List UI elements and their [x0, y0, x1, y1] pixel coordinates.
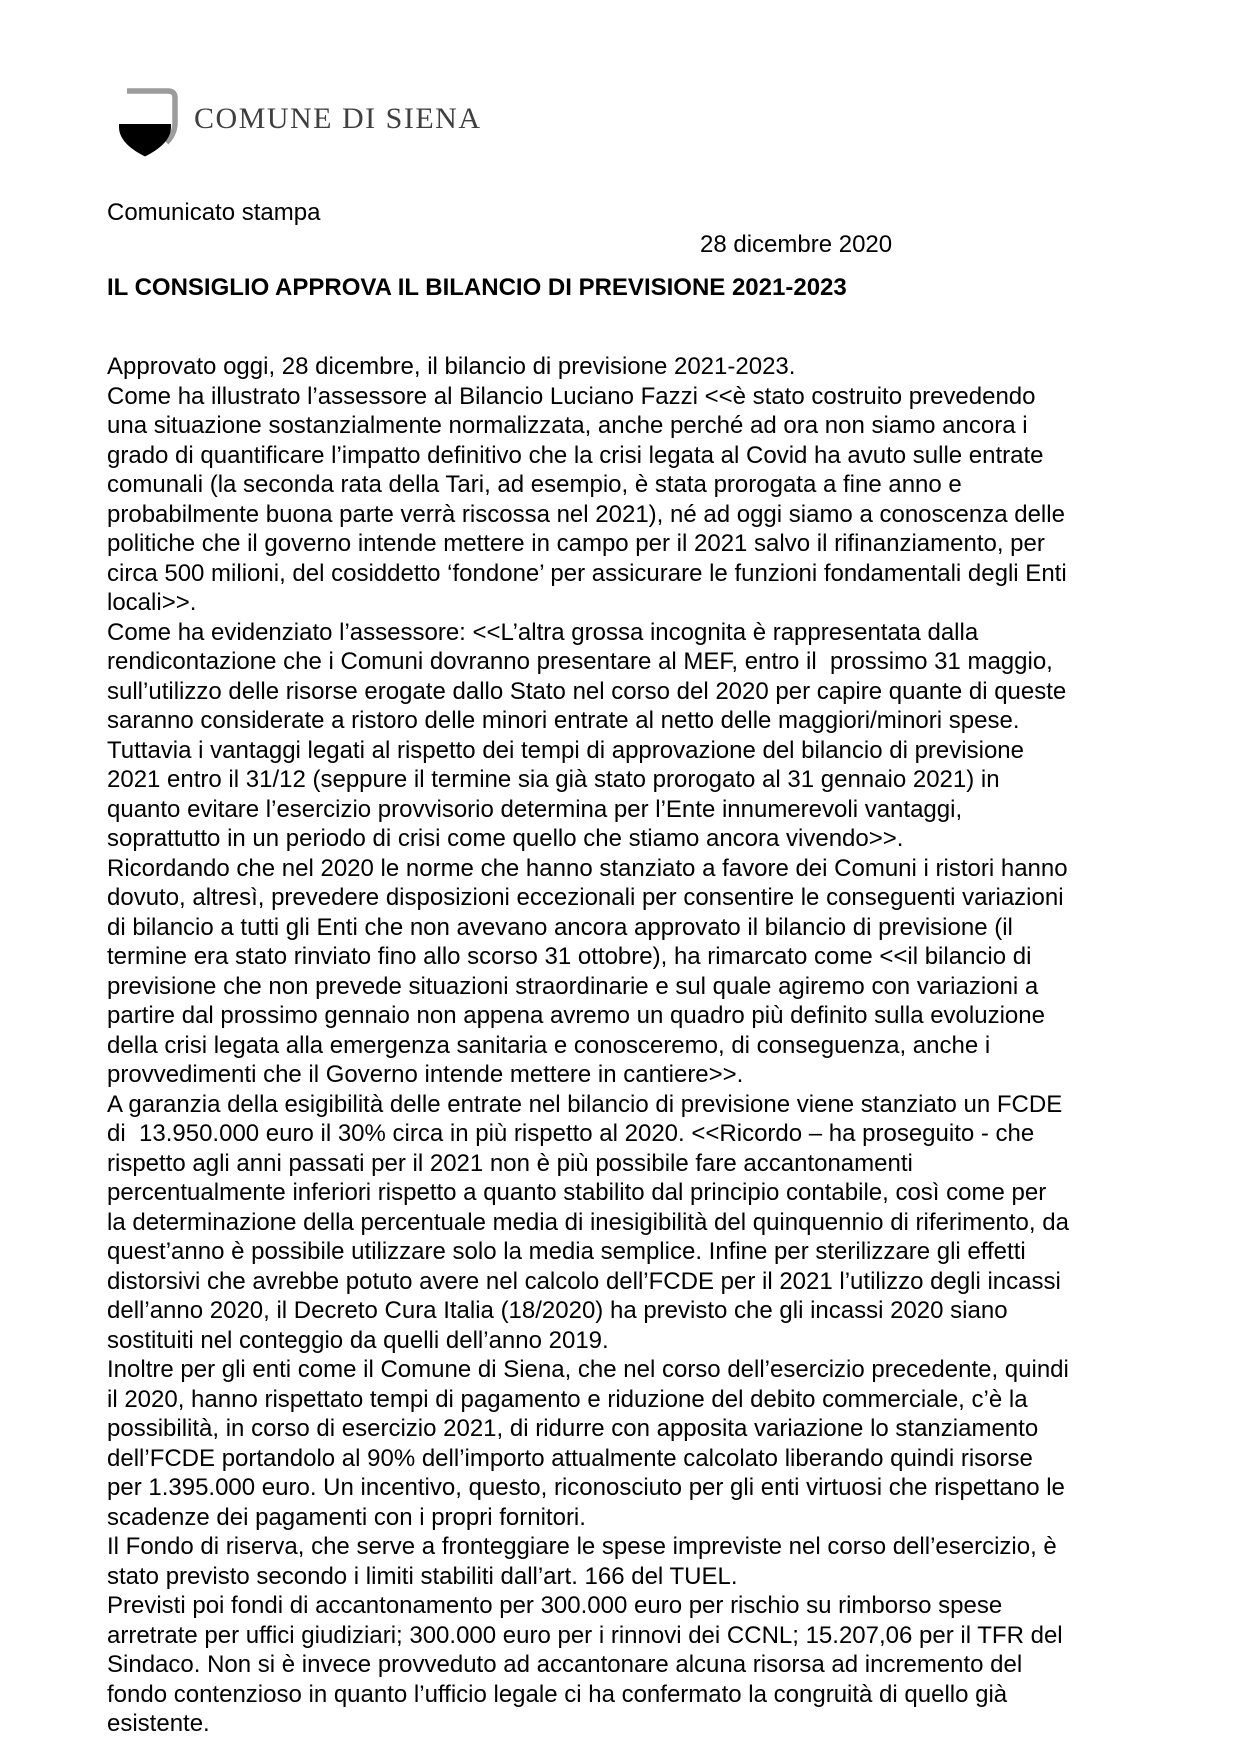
body-line: Tuttavia i vantaggi legati al rispetto dei tempi di approvazione del bilancio di previsione — [107, 736, 1024, 764]
body-line: rispetto agli anni passati per il 2021 non è più possibile fare accantonamenti — [107, 1149, 913, 1177]
body-line: grado di quantificare l’impatto definitivo che la crisi legata al Covid ha avuto sulle entrate — [107, 441, 1044, 469]
body-line: Il Fondo di riserva, che serve a fronteggiare le spese impreviste nel corso dell’esercizio, è — [107, 1533, 1057, 1560]
body-line: fondo contenzioso in quanto l’ufficio legale ci ha confermato la congruità di quello già — [107, 1680, 1008, 1708]
body-text — [107, 352, 1167, 1739]
body-line: Come ha evidenziato l’assessore: <<L’altra grossa incognita è rappresentata dalla — [107, 618, 979, 646]
body-line: distorsivi che avrebbe potuto avere nel calcolo dell’FCDE per il 2021 l’utilizzo degli incassi — [107, 1267, 1061, 1295]
body-line: arretrate per uffici giudiziari; 300.000 euro per i rinnovi dei CCNL; 15.207,06 per il TFR del — [107, 1621, 1063, 1649]
siena-shield-icon — [113, 86, 183, 160]
body-line: esistente. — [107, 1710, 210, 1737]
body-line: provvedimenti che il Governo intende mettere in cantiere>>. — [107, 1061, 744, 1088]
body-line: una situazione sostanzialmente normalizzata, anche perché ad ora non siamo ancora i — [107, 412, 1028, 439]
body-line: Inoltre per gli enti come il Comune di Siena, che nel corso dell’esercizio precedente, quindi — [107, 1356, 1069, 1383]
body-line: politiche che il governo intende mettere in campo per il 2021 salvo il rifinanziamento, per — [107, 530, 1045, 557]
body-line: termine era stato rinviato fino allo scorso 31 ottobre), ha rimarcato come <<il bilancio di — [107, 943, 1032, 970]
document-kicker: Comunicato stampa — [107, 199, 321, 226]
org-name: COMUNE DI SIENA — [194, 102, 482, 135]
body-line: soprattutto in un periodo di crisi come quello che stiamo ancora vivendo>>. — [107, 825, 904, 852]
body-line: sostituiti nel conteggio da quelli dell’anno 2019. — [107, 1326, 609, 1354]
body-line: scadenze dei pagamenti con i propri fornitori. — [107, 1503, 586, 1531]
body-line: per 1.395.000 euro. Un incentivo, questo, riconosciuto per gli enti virtuosi che rispettano le — [107, 1474, 1065, 1501]
body-line: probabilmente buona parte verrà riscossa nel 2021), né ad oggi siamo a conoscenza delle — [107, 500, 1065, 528]
body-line: la determinazione della percentuale media di inesigibilità del quinquennio di riferimento, da — [107, 1208, 1069, 1236]
body-line: Come ha illustrato l’assessore al Bilancio Luciano Fazzi <<è stato costruito prevedendo — [107, 382, 1036, 410]
body-line: di 13.950.000 euro il 30% circa in più rispetto al 2020. <<Ricordo – ha proseguito - che — [107, 1120, 1035, 1147]
body-line: possibilità, in corso di esercizio 2021, di ridurre con apposita variazione lo stanziamento — [107, 1415, 1039, 1442]
body-line: dovuto, altresì, prevedere disposizioni eccezionali per consentire le conseguenti variazioni — [107, 884, 1064, 911]
body-line: stato previsto secondo i limiti stabiliti dall’art. 166 del TUEL. — [107, 1562, 738, 1590]
document-title: IL CONSIGLIO APPROVA IL BILANCIO DI PREVISIONE 2021-2023 — [107, 274, 847, 301]
body-line: quest’anno è possibile utilizzare solo la media semplice. Infine per sterilizzare gli effetti — [107, 1238, 1026, 1265]
body-line: Approvato oggi, 28 dicembre, il bilancio di previsione 2021-2023. — [107, 353, 796, 380]
body-line: locali>>. — [107, 589, 197, 616]
body-line: dell’anno 2020, il Decreto Cura Italia (18/2020) ha previsto che gli incassi 2020 siano — [107, 1297, 1008, 1324]
body-line: quanto evitare l’esercizio provvisorio determina per l’Ente innumerevoli vantaggi, — [107, 795, 963, 823]
body-line: di bilancio a tutti gli Enti che non avevano ancora approvato il bilancio di previsione (il — [107, 913, 1013, 941]
body-line: partire dal prossimo gennaio non appena avremo un quadro più definito sulla evoluzione — [107, 1002, 1045, 1029]
body-line: comunali (la seconda rata della Tari, ad esempio, è stata prorogata a fine anno e — [107, 471, 962, 498]
body-line: circa 500 milioni, del cosiddetto ‘fondone’ per assicurare le funzioni fondamentali degli Enti — [107, 559, 1067, 587]
document-date: 28 dicembre 2020 — [700, 231, 893, 258]
body-line: Sindaco. Non si è invece provveduto ad accantonare alcuna risorsa ad incremento del — [107, 1651, 1023, 1678]
body-line: rendicontazione che i Comuni dovranno presentare al MEF, entro il prossimo 31 maggio, — [107, 648, 1053, 675]
body-line: percentualmente inferiori rispetto a quanto stabilito dal principio contabile, così come per — [107, 1179, 1047, 1206]
body-line: A garanzia della esigibilità delle entrate nel bilancio di previsione viene stanziato un FCDE — [107, 1090, 1063, 1118]
body-line: Previsti poi fondi di accantonamento per 300.000 euro per rischio su rimborso spese — [107, 1592, 1003, 1619]
body-line: 2021 entro il 31/12 (seppure il termine sia già stato prorogato al 31 gennaio 2021) in — [107, 766, 1000, 793]
body-line: Ricordando che nel 2020 le norme che hanno stanziato a favore dei Comuni i ristori hanno — [107, 854, 1068, 882]
body-line: della crisi legata alla emergenza sanitaria e conosceremo, di conseguenza, anche i — [107, 1031, 991, 1059]
body-line: sull’utilizzo delle risorse erogate dallo Stato nel corso del 2020 per capire quante di queste — [107, 677, 1067, 705]
body-line: saranno considerate a ristoro delle minori entrate al netto delle maggiori/minori spese. — [107, 707, 1020, 734]
logo — [113, 86, 1240, 160]
body-line: il 2020, hanno rispettato tempi di pagamento e riduzione del debito commerciale, c’è la — [107, 1385, 1028, 1413]
body-line: dell’FCDE portandolo al 90% dell’importo attualmente calcolato liberando quindi risorse — [107, 1444, 1033, 1472]
body-line: previsione che non prevede situazioni straordinarie e sul quale agiremo con variazioni a — [107, 972, 1039, 1000]
